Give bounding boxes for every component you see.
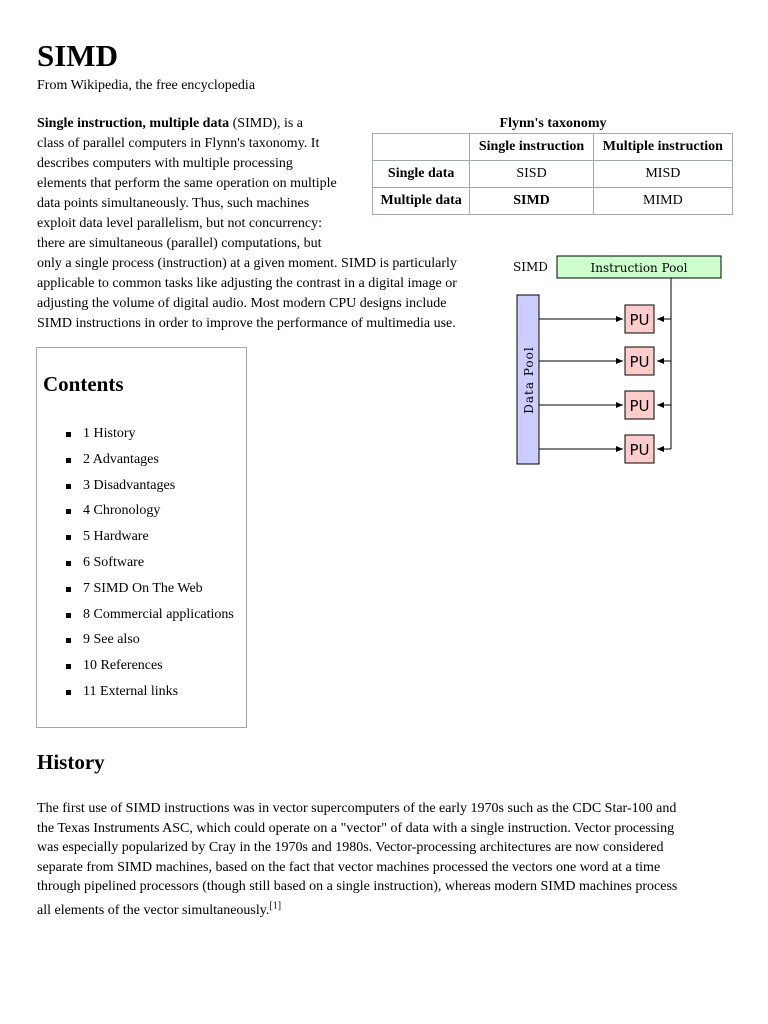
bullet-icon	[66, 432, 71, 437]
toc-item-software[interactable]	[37, 550, 234, 576]
intro-line-8: only a single process (instruction) at a given moment. SIMD is particularly	[37, 256, 457, 271]
history-line-6: all elements of the vector simultaneously.	[37, 902, 270, 918]
page-title: SIMD	[37, 38, 118, 73]
toc-item-advantages[interactable]	[37, 447, 234, 473]
toc-title: Contents	[43, 372, 124, 396]
taxonomy-row-single-data: Single data	[373, 161, 470, 188]
taxonomy-cell-mimd[interactable]: MIMD	[593, 188, 732, 215]
toc-item-commercial-applications[interactable]	[37, 602, 234, 628]
bullet-icon	[66, 561, 71, 566]
intro-line-9: applicable to common tasks like adjusting the contrast in a digital image or	[37, 276, 457, 291]
intro-line-4: elements that perform the same operation on multiple	[37, 176, 337, 191]
toc-item-label: 8 Commercial applications	[83, 606, 234, 622]
bullet-icon	[66, 690, 71, 695]
instruction-pool-label: Instruction Pool	[590, 261, 688, 275]
pu-row-4	[539, 435, 671, 463]
reference-1-link[interactable]: [1]	[269, 900, 282, 912]
bullet-icon	[66, 587, 71, 592]
taxonomy-corner-cell	[373, 134, 470, 161]
tagline: From Wikipedia, the free encyclopedia	[37, 78, 256, 93]
taxonomy-cell-simd: SIMD	[470, 188, 593, 215]
history-line-4: separate from SIMD machines, based on the fact that vector machines processed the vectors one word at a time	[37, 859, 661, 875]
bullet-icon	[66, 484, 71, 489]
toc-item-label: 11 External links	[83, 683, 179, 699]
bullet-icon	[66, 613, 71, 618]
bullet-icon	[66, 535, 71, 540]
bullet-icon	[66, 638, 71, 643]
toc-item-label: 10 References	[83, 658, 163, 674]
toc-item-label: 9 See also	[83, 632, 140, 648]
taxonomy-cell-misd[interactable]: MISD	[593, 161, 732, 188]
history-heading: History	[37, 750, 105, 774]
toc-item-label: 6 Software	[83, 554, 145, 570]
pu-label: PU	[629, 311, 650, 329]
history-paragraph	[37, 799, 737, 921]
toc-list	[37, 421, 234, 705]
toc-item-label: 2 Advantages	[83, 451, 159, 467]
intro-term: Single instruction, multiple data	[37, 116, 230, 131]
intro-line-10: adjusting the volume of digital audio. Most modern CPU designs include	[37, 296, 447, 311]
pu-label: PU	[629, 397, 650, 415]
intro-line-7: there are simultaneous (parallel) computations, but	[37, 236, 322, 251]
intro-line-11: SIMD instructions in order to improve the performance of multimedia use.	[37, 316, 456, 331]
toc-item-label: 3 Disadvantages	[83, 477, 176, 493]
toc-item-label: 7 SIMD On The Web	[83, 580, 203, 596]
history-line-1: The first use of SIMD instructions was in vector supercomputers of the early 1970s such as the CDC Star-100 and	[37, 801, 677, 816]
intro-line-6: exploit data level parallelism, but not concurrency:	[37, 216, 322, 231]
diagram-simd-label: SIMD	[513, 260, 548, 274]
taxonomy-cell-sisd[interactable]: SISD	[470, 161, 593, 188]
taxonomy-caption[interactable]: Flynn's taxonomy	[499, 116, 607, 131]
intro-line-2: class of parallel computers in Flynn's taxonomy. It	[37, 136, 320, 151]
toc-item-history[interactable]	[37, 421, 234, 447]
table-of-contents	[36, 347, 247, 728]
taxonomy-col-single-instruction: Single instruction	[470, 134, 593, 161]
toc-item-references[interactable]	[37, 653, 234, 679]
toc-item-chronology[interactable]	[37, 498, 234, 524]
bullet-icon	[66, 509, 71, 514]
bullet-icon	[66, 664, 71, 669]
simd-diagram[interactable]	[505, 250, 730, 470]
pu-row-1	[539, 305, 671, 333]
bullet-icon	[66, 458, 71, 463]
toc-item-hardware[interactable]	[37, 524, 234, 550]
flynn-taxonomy-table	[372, 114, 734, 215]
data-pool-label: Data Pool	[522, 346, 536, 414]
toc-item-see-also[interactable]	[37, 627, 234, 653]
toc-item-simd-on-the-web[interactable]	[37, 576, 234, 602]
history-line-3: was especially popularized by Cray in the 1970s and 1980s. Vector-processing architectures are now considered	[37, 840, 664, 856]
taxonomy-col-multiple-instruction: Multiple instruction	[593, 134, 732, 161]
pu-label: PU	[629, 441, 650, 459]
taxonomy-row-multiple-data: Multiple data	[373, 188, 470, 215]
history-line-5: through pipelined processors (though still based on a single instruction), whereas modern SIMD machines process	[37, 879, 678, 895]
toc-item-label: 5 Hardware	[83, 529, 149, 545]
pu-row-3	[539, 391, 671, 419]
history-line-2: the Texas Instruments ASC, which could operate on a "vector" of data with a single instruction. Vector processing	[37, 820, 675, 836]
pu-row-2	[539, 347, 671, 375]
pu-label: PU	[629, 353, 650, 371]
intro-line-1: (SIMD), is a	[229, 116, 304, 131]
toc-item-label: 4 Chronology	[83, 503, 161, 519]
intro-line-3: describes computers with multiple processing	[37, 156, 293, 171]
toc-item-external-links[interactable]	[37, 679, 234, 705]
toc-item-disadvantages[interactable]	[37, 473, 234, 499]
intro-line-5: data points simultaneously. Thus, such machines	[37, 196, 310, 211]
toc-item-label: 1 History	[83, 426, 136, 441]
